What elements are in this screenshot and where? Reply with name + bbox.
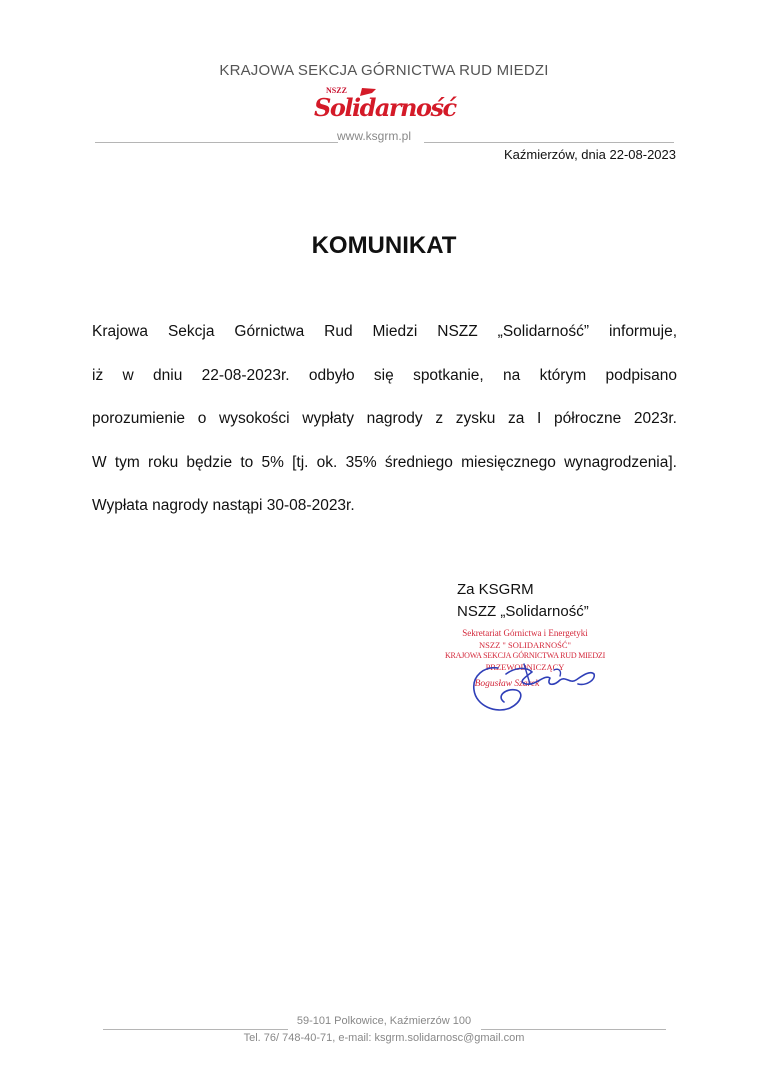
signature-line-1: Za KSGRM xyxy=(457,581,534,598)
stamp-line-3: KRAJOWA SEKCJA GÓRNICTWA RUD MIEDZI xyxy=(444,651,606,660)
handwritten-signature xyxy=(466,656,606,718)
footer-divider-left xyxy=(103,1029,288,1030)
body-line-1: Krajowa Sekcja Górnictwa Rud Miedzi NSZZ „Solidarność” informuje, xyxy=(92,323,677,340)
body-line-4: W tym roku będzie to 5% [tj. ok. 35% średniego miesięcznego wynagrodzenia]. xyxy=(92,453,677,471)
stamp-line-2: NSZZ " SOLIDARNOŚĆ" xyxy=(479,640,571,650)
stamp-line-1: Sekretariat Górnictwa i Energetyki xyxy=(462,628,588,638)
website-link[interactable]: www.ksgrm.pl xyxy=(337,129,412,143)
header-divider-left xyxy=(95,142,338,143)
stamp-line-5: Bogusław Szarek xyxy=(474,679,540,689)
body-line-5: Wypłata nagrody nastąpi 30-08-2023r. xyxy=(92,497,355,514)
body-line-2: iż w dniu 22-08-2023r. odbyło się spotkanie, na którym podpisano xyxy=(92,366,677,384)
signature-line-2: NSZZ „Solidarność” xyxy=(457,603,589,620)
document-title: KOMUNIKAT xyxy=(311,232,457,259)
header-divider-right xyxy=(424,142,674,143)
footer-contact: Tel. 76/ 748-40-71, e-mail: ksgrm.solidarnosc@gmail.com xyxy=(243,1032,525,1044)
solidarnosc-logo xyxy=(314,86,456,124)
body-line-3: porozumienie o wysokości wypłaty nagrody z zysku za I półroczne 2023r. xyxy=(92,410,677,427)
logo-nszz-text: NSZZ xyxy=(326,86,347,95)
organization-name: KRAJOWA SEKCJA GÓRNICTWA RUD MIEDZI xyxy=(219,62,549,79)
announcement-body xyxy=(92,310,677,528)
logo-solidarnosc-text: Solidarność xyxy=(314,93,456,122)
place-date: Kaźmierzów, dnia 22-08-2023 xyxy=(504,147,676,162)
stamp-line-4: PRZEWODNICZĄCY xyxy=(485,662,565,672)
signature-block xyxy=(457,579,589,623)
footer-divider-right xyxy=(481,1029,666,1030)
footer-address: 59-101 Polkowice, Kaźmierzów 100 xyxy=(296,1015,472,1027)
